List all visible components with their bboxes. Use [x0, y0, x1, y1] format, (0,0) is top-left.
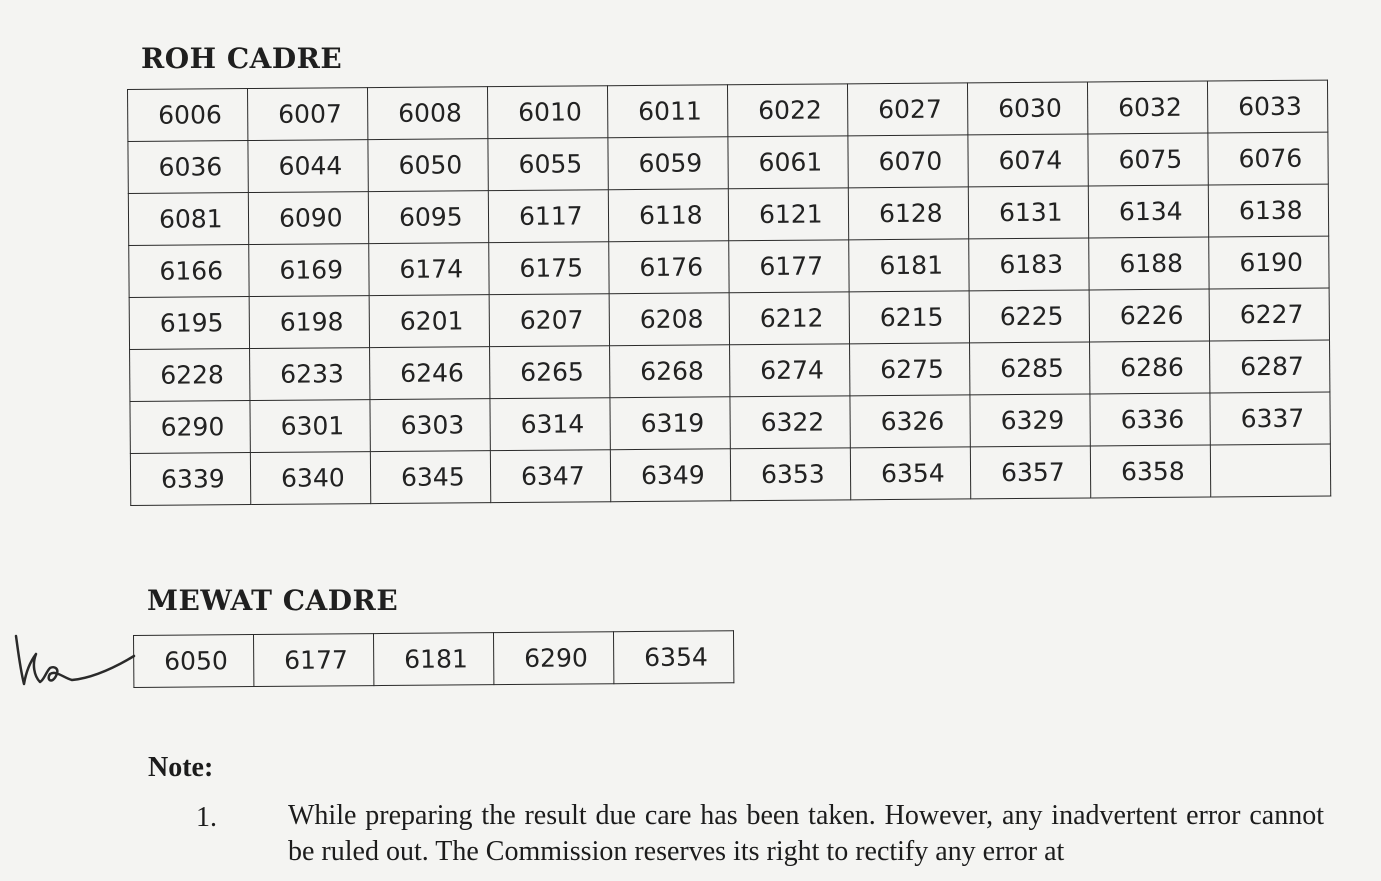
roh-cadre-cell: 6010: [487, 86, 607, 139]
roh-cadre-cell: 6353: [730, 448, 850, 501]
roh-cadre-cell: 6275: [850, 343, 970, 396]
roh-cadre-cell: 6337: [1210, 392, 1330, 445]
roh-cadre-cell: 6117: [488, 190, 608, 243]
roh-cadre-row: [128, 132, 1328, 193]
note-label: Note:: [148, 752, 214, 783]
roh-cadre-cell: 6285: [970, 342, 1090, 395]
roh-cadre-cell: 6233: [250, 348, 370, 401]
roh-cadre-cell: 6095: [368, 191, 488, 244]
roh-cadre-cell: 6303: [370, 399, 490, 452]
roh-cadre-cell: 6246: [370, 347, 490, 400]
roh-cadre-cell: 6131: [968, 186, 1088, 239]
roh-cadre-row: [130, 392, 1330, 453]
roh-cadre-cell: 6183: [969, 238, 1089, 291]
roh-cadre-cell: 6138: [1208, 184, 1328, 237]
roh-cadre-heading: ROH CADRE: [141, 42, 343, 75]
roh-cadre-cell: 6212: [729, 292, 849, 345]
roh-cadre-cell: 6177: [729, 240, 849, 293]
roh-cadre-cell: 6326: [850, 395, 970, 448]
roh-cadre-cell: 6134: [1088, 185, 1208, 238]
roh-cadre-cell: 6358: [1090, 445, 1210, 498]
roh-cadre-cell: 6228: [130, 349, 250, 402]
roh-cadre-cell: 6287: [1210, 340, 1330, 393]
roh-cadre-cell: 6169: [249, 244, 369, 297]
roh-cadre-cell: 6322: [730, 396, 850, 449]
roh-cadre-cell: 6074: [968, 134, 1088, 187]
mewat-cadre-cell: 6177: [254, 634, 374, 687]
roh-cadre-cell: 6176: [609, 241, 729, 294]
roh-cadre-cell: 6329: [970, 394, 1090, 447]
roh-cadre-cell: 6347: [490, 450, 610, 503]
roh-cadre-cell: [1210, 444, 1330, 497]
signature-icon: [6, 628, 138, 692]
roh-cadre-cell: 6118: [608, 189, 728, 242]
roh-cadre-cell: 6166: [129, 245, 249, 298]
roh-cadre-cell: 6036: [128, 141, 248, 194]
roh-cadre-cell: 6181: [849, 239, 969, 292]
roh-cadre-cell: 6208: [609, 293, 729, 346]
roh-cadre-cell: 6081: [128, 193, 248, 246]
roh-cadre-cell: 6301: [250, 400, 370, 453]
mewat-cadre-table-body: [134, 631, 734, 688]
roh-cadre-cell: 6174: [369, 243, 489, 296]
roh-cadre-cell: 6340: [250, 452, 370, 505]
roh-cadre-cell: 6076: [1208, 132, 1328, 185]
roh-cadre-cell: 6059: [608, 137, 728, 190]
roh-cadre-table-body: [128, 80, 1331, 505]
roh-cadre-cell: 6274: [730, 344, 850, 397]
roh-cadre-cell: 6027: [847, 83, 967, 136]
roh-cadre-cell: 6336: [1090, 393, 1210, 446]
roh-cadre-row: [128, 184, 1328, 245]
roh-cadre-cell: 6268: [610, 345, 730, 398]
roh-cadre-cell: 6022: [727, 84, 847, 137]
roh-cadre-cell: 6090: [248, 192, 368, 245]
roh-cadre-cell: 6227: [1209, 288, 1329, 341]
roh-cadre-cell: 6357: [970, 446, 1090, 499]
roh-cadre-cell: 6195: [129, 297, 249, 350]
roh-cadre-row: [130, 340, 1330, 401]
roh-cadre-cell: 6215: [849, 291, 969, 344]
roh-cadre-cell: 6190: [1209, 236, 1329, 289]
roh-cadre-cell: 6128: [848, 187, 968, 240]
roh-cadre-cell: 6008: [367, 87, 487, 140]
roh-cadre-cell: 6070: [848, 135, 968, 188]
roh-cadre-cell: 6007: [248, 88, 368, 141]
roh-cadre-cell: 6226: [1089, 289, 1209, 342]
roh-cadre-row: [130, 444, 1330, 505]
roh-cadre-cell: 6198: [249, 296, 369, 349]
roh-cadre-row: [128, 80, 1328, 141]
roh-cadre-cell: 6044: [248, 140, 368, 193]
roh-cadre-cell: 6207: [489, 294, 609, 347]
roh-cadre-cell: 6225: [969, 290, 1089, 343]
roh-cadre-cell: 6286: [1090, 341, 1210, 394]
roh-cadre-cell: 6011: [607, 85, 727, 138]
roh-cadre-cell: 6030: [967, 82, 1087, 135]
roh-cadre-table: [127, 80, 1331, 506]
roh-cadre-cell: 6339: [130, 453, 250, 506]
roh-cadre-cell: 6345: [370, 451, 490, 504]
roh-cadre-cell: 6188: [1089, 237, 1209, 290]
mewat-cadre-cell: 6050: [134, 635, 254, 688]
roh-cadre-cell: 6265: [490, 346, 610, 399]
roh-cadre-cell: 6201: [369, 295, 489, 348]
note-item-text: While preparing the result due care has been taken. However, any inadvertent error cannot be ruled out. The Commission reserves its right to rectify any error at: [288, 800, 1324, 867]
roh-cadre-row: [129, 288, 1329, 349]
roh-cadre-cell: 6349: [610, 449, 730, 502]
roh-cadre-cell: 6290: [130, 401, 250, 454]
mewat-cadre-cell: 6354: [613, 631, 733, 684]
mewat-cadre-cell: 6290: [493, 632, 613, 685]
roh-cadre-row: [129, 236, 1329, 297]
note-item-number: 1.: [196, 802, 217, 833]
mewat-cadre-heading: MEWAT CADRE: [147, 584, 399, 617]
roh-cadre-cell: 6050: [368, 139, 488, 192]
mewat-cadre-row: [134, 631, 734, 688]
roh-cadre-cell: 6055: [488, 138, 608, 191]
roh-cadre-cell: 6033: [1207, 80, 1327, 133]
roh-cadre-cell: 6314: [490, 398, 610, 451]
roh-cadre-cell: 6006: [128, 89, 248, 142]
roh-cadre-cell: 6121: [728, 188, 848, 241]
roh-cadre-cell: 6175: [489, 242, 609, 295]
roh-cadre-cell: 6354: [850, 447, 970, 500]
roh-cadre-cell: 6319: [610, 397, 730, 450]
mewat-cadre-cell: 6181: [373, 633, 493, 686]
roh-cadre-cell: 6075: [1088, 133, 1208, 186]
roh-cadre-cell: 6061: [728, 136, 848, 189]
mewat-cadre-table: [133, 630, 734, 688]
roh-cadre-cell: 6032: [1087, 81, 1207, 134]
